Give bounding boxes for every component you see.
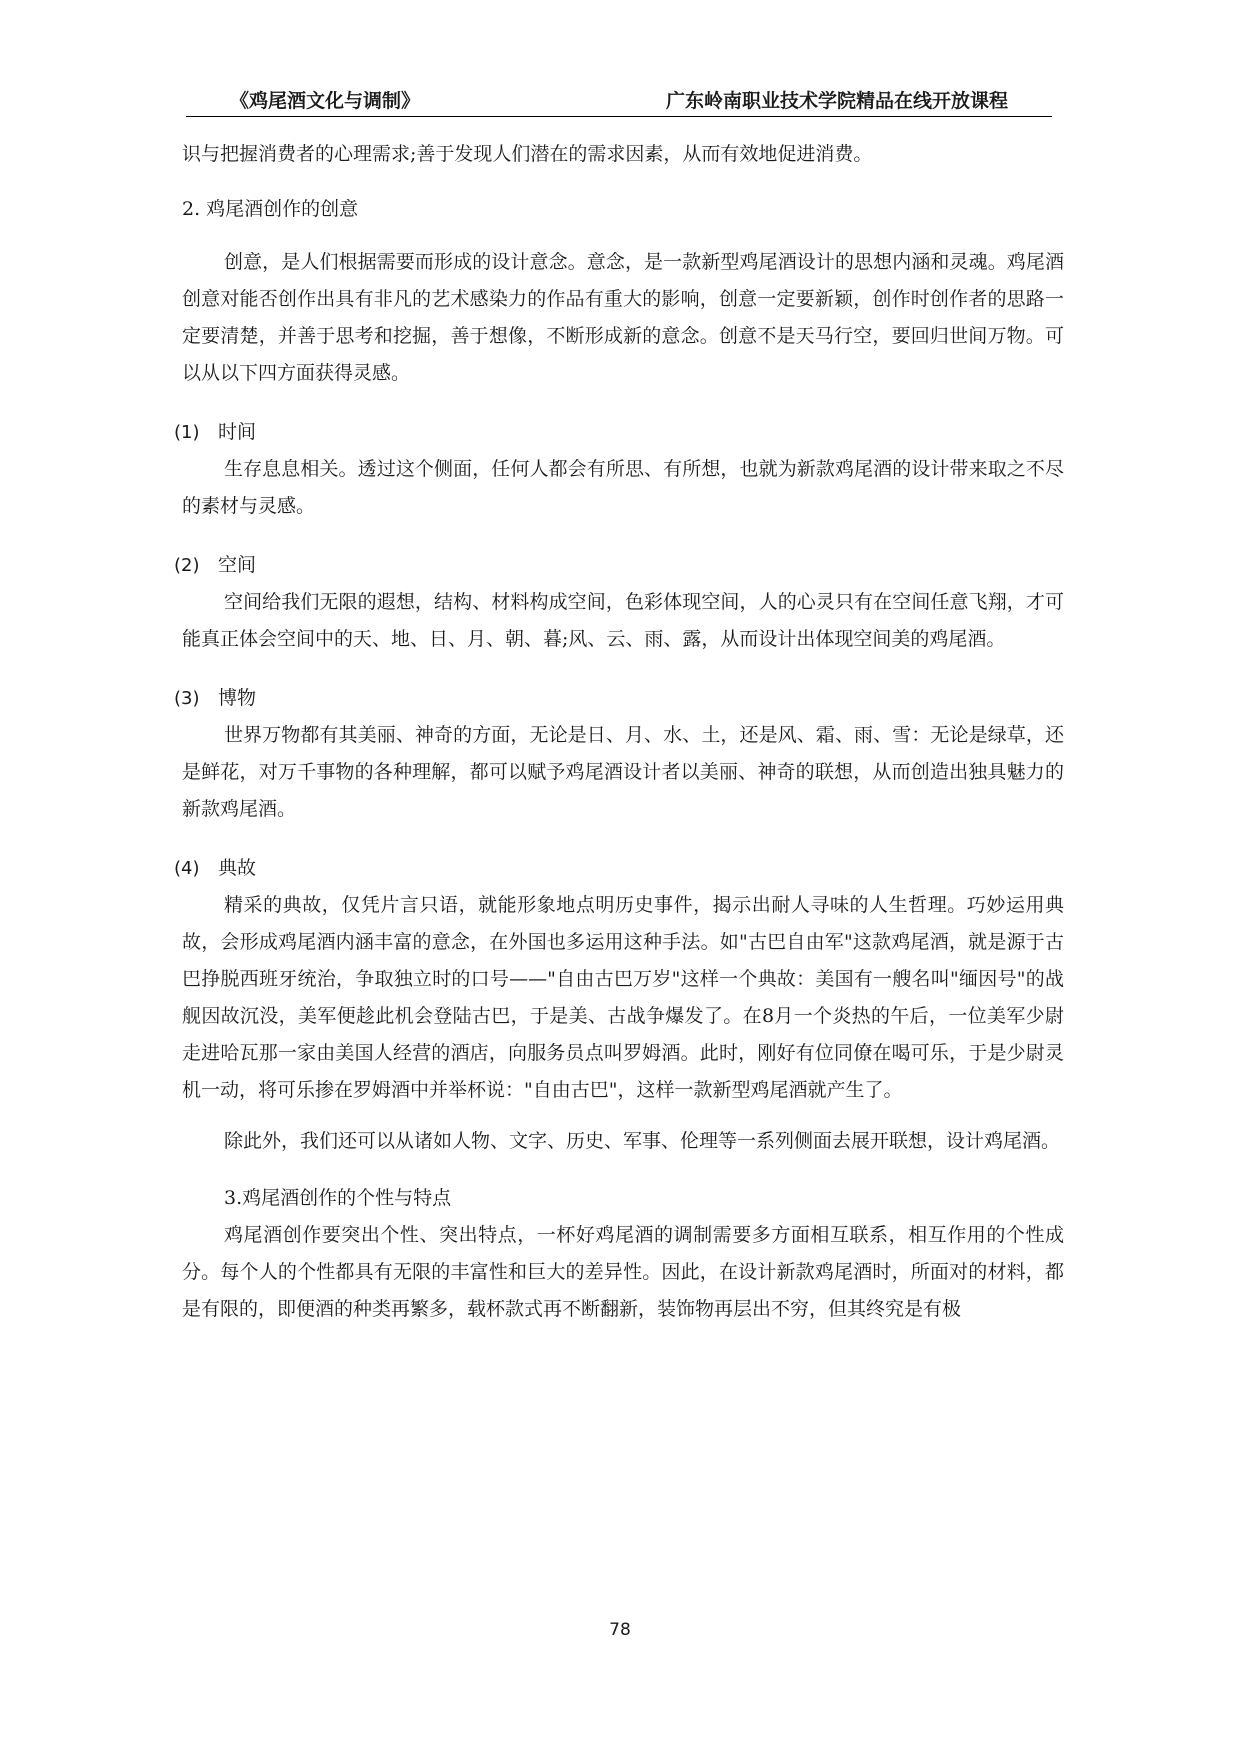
item-heading	[174, 850, 1064, 887]
item-number: (2)	[174, 555, 200, 576]
item-heading	[174, 414, 1064, 451]
paragraph-individuality: 鸡尾酒创作要突出个性、突出特点，一杯好鸡尾酒的调制需要多方面相互联系，相互作用的个性成分。每个人的个性都具有无限的丰富性和巨大的差异性。因此，在设计新款鸡尾酒时，所面对的材料，都是有限的，即便酒的种类再繁多，载杯款式再不断翻新，装饰物再层出不穷，但其终究是有极	[182, 1224, 1064, 1320]
item-text: 精采的典故，仅凭片言只语，就能形象地点明历史事件，揭示出耐人寻味的人生哲理。巧妙运用典故，会形成鸡尾酒内涵丰富的意念，在外国也多运用这种手法。如"古巴自由军"这款鸡尾酒，就是源于古巴挣脱西班牙统治，争取独立时的口号——"自由古巴万岁"这样一个典故：美国有一艘名叫"缅因号"的战舰因故沉没，美军便趁此机会登陆古巴，于是美、古战争爆发了。在8月一个炎热的午后，一位美军少尉走进哈瓦那一家由美国人经营的酒店，向服务员点叫罗姆酒。此时，刚好有位同僚在喝可乐，于是少尉灵机一动，将可乐掺在罗姆酒中并举杯说："自由古巴"，这样一款新型鸡尾酒就产生了。	[182, 894, 1064, 1101]
item-number: (1)	[174, 422, 200, 443]
paragraph-continued: 识与把握消费者的心理需求;善于发现人们潜在的需求因素，从而有效地促进消费。	[182, 143, 873, 165]
header-course-title: 《鸡尾酒文化与调制》	[230, 90, 421, 112]
item-text: 生存息息相关。透过这个侧面，任何人都会有所思、有所想，也就为新款鸡尾酒的设计带来取之不尽的素材与灵感。	[182, 458, 1064, 517]
item-text: 空间给我们无限的遐想，结构、材料构成空间，色彩体现空间，人的心灵只有在空间任意飞翔，才可能真正体会空间中的天、地、日、月、朝、暮;风、云、雨、露，从而设计出体现空间美的鸡尾酒。	[182, 591, 1064, 650]
section-heading-2: 2. 鸡尾酒创作的创意	[182, 198, 359, 220]
item-title: 博物	[218, 687, 257, 709]
item-number: (3)	[174, 688, 200, 709]
item-text: 世界万物都有其美丽、神奇的方面，无论是日、月、水、土，还是风、霜、雨、雪：无论是绿草，还是鲜花，对万千事物的各种理解，都可以赋予鸡尾酒设计者以美丽、神奇的联想，从而创造出独具魅力的新款鸡尾酒。	[182, 724, 1064, 820]
section-heading-3: 3.鸡尾酒创作的个性与特点	[224, 1187, 452, 1209]
item-heading	[174, 547, 1064, 584]
paragraph-creativity: 创意，是人们根据需要而形成的设计意念。意念，是一款新型鸡尾酒设计的思想内涵和灵魂。鸡尾酒创意对能否创作出具有非凡的艺术感染力的作品有重大的影响，创意一定要新颖，创作时创作者的思路一定要清楚，并善于思考和挖掘，善于想像，不断形成新的意念。创意不是天马行空，要回归世间万物。可以从以下四方面获得灵感。	[182, 251, 1064, 384]
item-heading	[174, 680, 1064, 717]
item-title: 典故	[218, 857, 257, 879]
list-item-time	[174, 414, 1064, 525]
list-item-space	[174, 547, 1064, 658]
item-title: 空间	[218, 554, 257, 576]
list-item-nature	[174, 680, 1064, 828]
item-number: (4)	[174, 858, 200, 879]
item-title: 时间	[218, 421, 257, 443]
page-number: 78	[609, 1620, 631, 1640]
header-institution: 广东岭南职业技术学院精品在线开放课程	[665, 90, 1008, 112]
page-content	[174, 136, 1064, 1328]
page-header	[186, 82, 1052, 117]
list-item-allusion	[174, 850, 1064, 1109]
paragraph-other-aspects: 除此外，我们还可以从诸如人物、文字、历史、军事、伦理等一系列侧面去展开联想，设计鸡尾酒。	[224, 1130, 1061, 1152]
